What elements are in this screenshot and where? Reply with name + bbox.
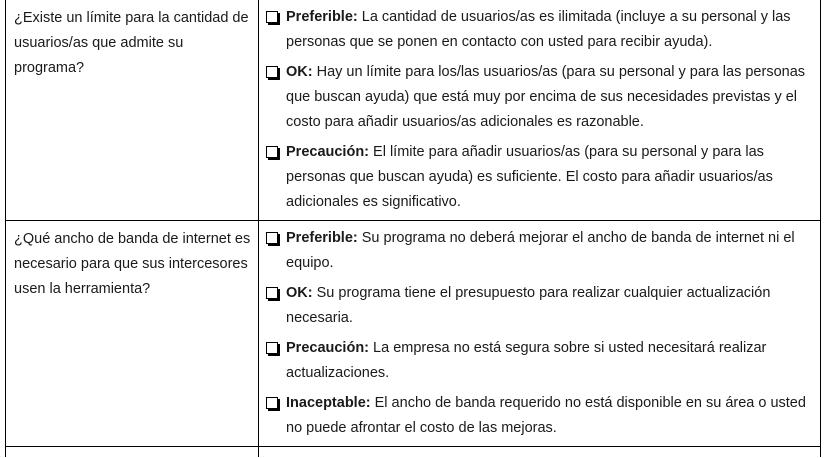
question-cell: [6, 221, 259, 447]
checkbox-icon[interactable]: [266, 66, 278, 78]
question-text: ¿Existe un límite para la cantidad de usuarios/as que admite su programa?: [14, 10, 249, 76]
option-text: La cantidad de usuarios/as es ilimitada (incluye a su personal y las personas que se ponen en contacto con usted para recibir ayuda).: [286, 9, 791, 50]
evaluation-table: [5, 0, 821, 457]
options-cell: [259, 0, 821, 221]
checkbox-icon[interactable]: [266, 287, 278, 299]
checkbox-icon[interactable]: [266, 397, 278, 409]
table-row: [6, 221, 821, 447]
checkbox-icon[interactable]: [266, 146, 278, 158]
option-item: [266, 281, 816, 331]
option-label: OK:: [286, 64, 317, 80]
options-cell: [259, 447, 821, 458]
checkbox-icon[interactable]: [266, 232, 278, 244]
option-list: [266, 226, 816, 441]
option-text: Hay un límite para los/las usuarios/as (para su personal y para las personas que buscan ayuda) que está muy por encima de sus necesidades previstas y el costo para añadir usuarios/as adicionales es razonable.: [286, 64, 806, 130]
question-cell: [6, 447, 259, 458]
option-label: Preferible:: [286, 9, 362, 25]
checkbox-icon[interactable]: [266, 11, 278, 23]
option-text: Su programa tiene el presupuesto para realizar cualquier actualización necesaria.: [286, 285, 771, 326]
option-label: Preferible:: [286, 230, 362, 246]
question-text: ¿Qué ancho de banda de internet es necesario para que sus intercesores usen la herramienta?: [14, 231, 251, 297]
options-cell: [259, 221, 821, 447]
option-list: [266, 5, 816, 215]
option-item: [266, 226, 816, 276]
table-row: [6, 0, 821, 221]
option-item: [266, 391, 816, 441]
option-label: Precaución:: [286, 144, 374, 160]
option-item: [266, 336, 816, 386]
checkbox-icon[interactable]: [266, 342, 278, 354]
option-text: El límite para añadir usuarios/as (para su personal y para las personas que buscan ayuda) es suficiente. El costo para añadir usuarios/as adicionales es significativo.: [286, 144, 773, 210]
option-item: [266, 140, 816, 215]
question-cell: [6, 0, 259, 221]
option-text: Su programa no deberá mejorar el ancho de banda de internet ni el equipo.: [286, 230, 795, 271]
option-item: [266, 60, 816, 135]
option-label: Precaución:: [286, 340, 374, 356]
option-label: Inaceptable:: [286, 395, 375, 411]
option-item: [266, 5, 816, 55]
option-text: La empresa no está segura sobre si usted necesitará realizar actualizaciones.: [286, 340, 767, 381]
option-text: El ancho de banda requerido no está disponible en su área o usted no puede afrontar el costo de las mejoras.: [286, 395, 806, 436]
option-label: OK:: [286, 285, 317, 301]
table-row: [6, 447, 821, 458]
